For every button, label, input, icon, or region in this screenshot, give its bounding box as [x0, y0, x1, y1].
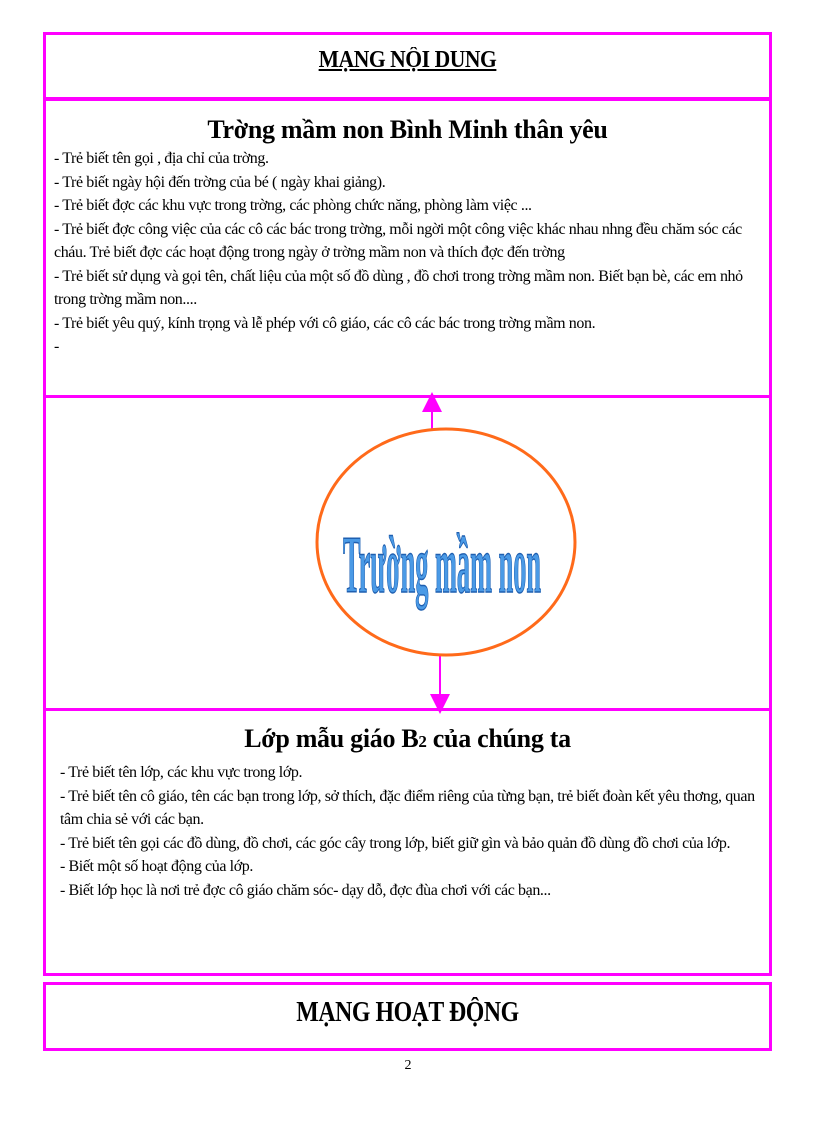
school-line-7: -: [54, 338, 59, 355]
class-line-5: - Biết lớp học là nơi trẻ đợc cô giáo chăm sóc- dạy dỗ, đợc đùa chơi với các bạn...: [60, 881, 551, 899]
class-content-box: [43, 708, 772, 976]
school-line-1: - Trẻ biết tên gọi , địa chỉ của trờng.: [54, 150, 269, 167]
class-line-4: - Biết một số hoạt động của lớp.: [60, 858, 253, 875]
activity-title-box: [43, 982, 772, 1051]
school-line-6: - Trẻ biết yêu quý, kính trọng và lễ phép với cô giáo, các cô các bác trong trờng mầm non.: [54, 314, 596, 332]
page-title: MẠNG NỘI DUNG: [318, 47, 497, 73]
school-content-list: [46, 147, 769, 359]
class-line-1: - Trẻ biết tên lớp, các khu vực trong lớp.: [60, 764, 303, 781]
title-box: [43, 32, 772, 100]
school-line-2: - Trẻ biết ngày hội đến trờng của bé ( ngày khai giảng).: [54, 173, 386, 191]
school-heading: Trờng mầm non Bình Minh thân yêu: [207, 115, 608, 144]
center-region: [43, 396, 772, 710]
school-line-4: - Trẻ biết đợc công việc của các cô các bác trong trờng, mỗi ngời một công việc khác nhau nhng đều chăm sóc các cháu. Trẻ biết đợc các hoạt động trong ngày ở trờng mầm non và thích đợc đến trờng: [54, 220, 742, 261]
school-content-box: [43, 98, 772, 398]
school-line-5: - Trẻ biết sử dụng và gọi tên, chất liệu của một số đồ dùng , đồ chơi trong trờng mầm non. Biết bạn bè, các em nhỏ trong trờng mầm non....: [54, 267, 743, 308]
class-heading-subscript: 2: [418, 732, 427, 751]
activity-title: MẠNG HOẠT ĐỘNG: [296, 997, 519, 1028]
class-line-3: - Trẻ biết tên gọi các đồ dùng, đồ chơi, các góc cây trong lớp, biết giữ gìn và bảo quản đồ dùng đồ chơi của lớp.: [60, 834, 731, 852]
center-label: Trường mầm non: [342, 520, 541, 611]
class-heading: [46, 724, 769, 757]
class-content-list: [46, 761, 769, 902]
class-heading-tail: của chúng ta: [426, 724, 571, 753]
class-line-2: - Trẻ biết tên cô giáo, tên các bạn trong lớp, sở thích, đặc điểm riêng của từng bạn, trẻ biết đoàn kết yêu thơng, quan tâm chia sẻ với các bạn.: [60, 787, 755, 828]
school-line-3: - Trẻ biết đợc các khu vực trong trờng, các phòng chức năng, phòng làm việc ...: [54, 197, 532, 214]
class-heading-text: Lớp mẫu giáo B: [244, 724, 419, 753]
page-number: 2: [404, 1058, 412, 1073]
